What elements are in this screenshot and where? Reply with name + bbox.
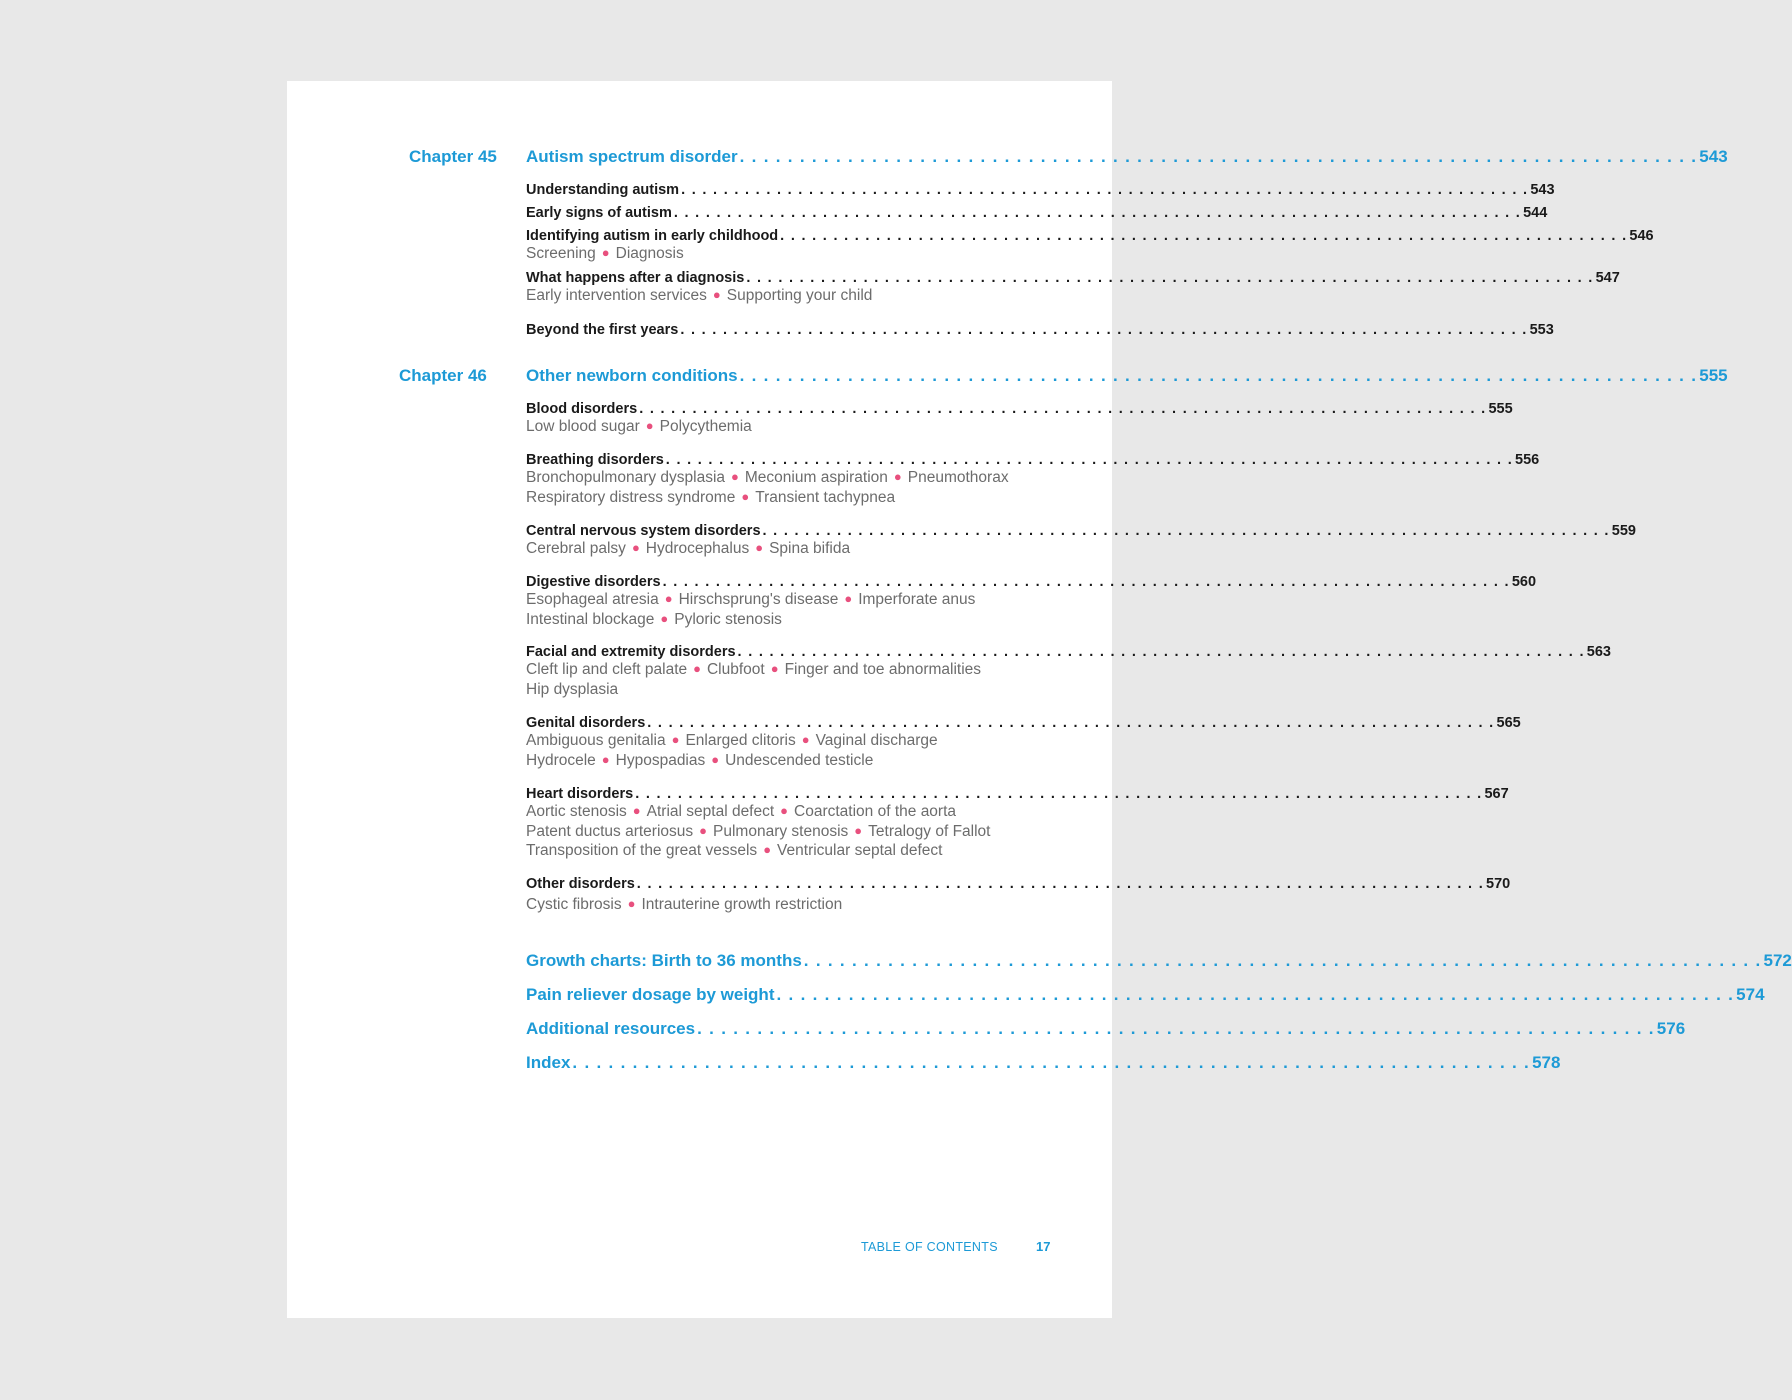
bullet-icon: ●: [755, 540, 764, 555]
leader-dots: . . . . . . . . . . . . . . . . . . . . . . . . . . . . . . . . . . . . . . . . . . . . . . . . . . . . . . . . . . . . . . . . . . . . . . . . . . . . . . . .: [762, 523, 1610, 539]
topic: Hirschsprung's disease: [678, 591, 839, 608]
topic: Cystic fibrosis: [526, 896, 622, 913]
page-number: 567: [1484, 786, 1509, 802]
footer-page-number: 17: [1036, 1239, 1051, 1254]
section-title: Digestive disorders: [526, 574, 661, 590]
page-number: 578: [1532, 1053, 1561, 1072]
leader-dots: . . . . . . . . . . . . . . . . . . . . . . . . . . . . . . . . . . . . . . . . . . . . . . . . . . . . . . . . . . . . . . . . . . . . . . . . . . . . . . . .: [662, 574, 1510, 590]
topic: Patent ductus arteriosus: [526, 822, 694, 840]
bullet-icon: ●: [770, 661, 779, 676]
page-number: 543: [1530, 182, 1555, 198]
footer-label: TABLE OF CONTENTS: [861, 1240, 998, 1254]
topic-line: [526, 751, 1050, 771]
topic: Bronchopulmonary dysplasia: [526, 469, 726, 486]
appendix-entry[interactable]: [526, 985, 1765, 1005]
leader-dots: . . . . . . . . . . . . . . . . . . . . . . . . . . . . . . . . . . . . . . . . . . . . . . . . . . . . . . . . . . . . . . . . . . . . . . . . . . . . . . . .: [697, 1019, 1655, 1038]
bullet-icon: ●: [601, 245, 610, 260]
topic: Pneumothorax: [907, 469, 1009, 486]
topic: Cerebral palsy: [526, 540, 626, 557]
topic: Transient tachypnea: [755, 488, 896, 506]
chapter-46-label: Chapter 46: [399, 366, 487, 385]
appendix-title: Index: [526, 1053, 571, 1072]
appendix-entry[interactable]: [526, 1053, 1561, 1073]
toc-entry[interactable]: [526, 270, 1620, 286]
chapter-45-label: Chapter 45: [409, 147, 497, 166]
page-number: 574: [1736, 985, 1765, 1004]
section-title: Beyond the first years: [526, 322, 679, 338]
section-title: Identifying autism in early childhood: [526, 228, 779, 244]
appendix-title: Growth charts: Birth to 36 months: [526, 951, 802, 970]
page-number: 563: [1586, 644, 1611, 660]
topic: Enlarged clitoris: [685, 732, 796, 749]
topic: Aortic stenosis: [526, 803, 627, 820]
toc-entry[interactable]: [526, 322, 1554, 338]
leader-dots: . . . . . . . . . . . . . . . . . . . . . . . . . . . . . . . . . . . . . . . . . . . . . . . . . . . . . . . . . . . . . . . . . . . . . . . . . . . . . . . .: [803, 951, 1762, 970]
bullet-icon: ●: [601, 751, 610, 767]
bullet-icon: ●: [660, 610, 669, 626]
topic: Atrial septal defect: [646, 803, 775, 820]
topic-line: [526, 680, 1050, 700]
section-title: Other disorders: [526, 876, 635, 892]
page-number: 570: [1486, 876, 1511, 892]
bullet-icon: ●: [741, 488, 750, 504]
topic: Hip dysplasia: [526, 680, 619, 698]
section-title: Early signs of autism: [526, 205, 672, 221]
toc-entry[interactable]: [526, 452, 1540, 468]
topic: Supporting your child: [726, 287, 873, 304]
topic: Intrauterine growth restriction: [641, 896, 843, 913]
toc-entry[interactable]: [526, 715, 1521, 731]
bullet-icon: ●: [780, 803, 789, 818]
leader-dots: . . . . . . . . . . . . . . . . . . . . . . . . . . . . . . . . . . . . . . . . . . . . . . . . . . . . . . . . . . . . . . . . . . . . . . . . . . . . . . . .: [673, 205, 1522, 221]
topic: Early intervention services: [526, 287, 707, 304]
appendix-entry[interactable]: [526, 951, 1792, 971]
topic: Respiratory distress syndrome: [526, 488, 736, 506]
page-number: 559: [1611, 523, 1636, 539]
bullet-icon: ●: [671, 732, 680, 747]
topic: Esophageal atresia: [526, 591, 659, 608]
topic: Hydrocephalus: [645, 540, 750, 557]
topic: Spina bifida: [769, 540, 851, 557]
leader-dots: . . . . . . . . . . . . . . . . . . . . . . . . . . . . . . . . . . . . . . . . . . . . . . . . . . . . . . . . . . . . . . . . . . . . . . . . . . . . . . . .: [635, 786, 1483, 802]
leader-dots: . . . . . . . . . . . . . . . . . . . . . . . . . . . . . . . . . . . . . . . . . . . . . . . . . . . . . . . . . . . . . . . . . . . . . . . . . . . . . . . .: [636, 876, 1485, 892]
topic-line: [526, 244, 1050, 264]
toc-entry[interactable]: [526, 574, 1537, 590]
topic: Clubfoot: [706, 661, 765, 678]
leader-dots: . . . . . . . . . . . . . . . . . . . . . . . . . . . . . . . . . . . . . . . . . . . . . . . . . . . . . . . . . . . . . . . . . . . . . . . . . . . . . . . .: [737, 644, 1585, 660]
toc-page: [287, 81, 1792, 1318]
topic-line: [526, 539, 1050, 559]
topic: Imperforate anus: [858, 591, 976, 608]
bullet-icon: ●: [627, 896, 636, 911]
section-title: Breathing disorders: [526, 452, 664, 468]
bullet-icon: ●: [731, 469, 739, 484]
chapter-46-title-row[interactable]: [526, 366, 1728, 386]
appendix-title: Pain reliever dosage by weight: [526, 985, 775, 1004]
topic: Diagnosis: [615, 245, 684, 262]
topic: Ambiguous genitalia: [526, 732, 666, 749]
topic: Coarctation of the aorta: [794, 803, 957, 820]
bullet-icon: ●: [711, 751, 720, 767]
topic: Low blood sugar: [526, 418, 640, 435]
leader-dots: . . . . . . . . . . . . . . . . . . . . . . . . . . . . . . . . . . . . . . . . . . . . . . . . . . . . . . . . . . . . . . . . . . . . . . . . . . . . . . . .: [572, 1053, 1531, 1072]
topic: Cleft lip and cleft palate: [526, 661, 688, 678]
toc-entry[interactable]: [526, 205, 1548, 221]
section-title: What happens after a diagnosis: [526, 270, 745, 286]
topic-line: [526, 590, 1050, 610]
leader-dots: . . . . . . . . . . . . . . . . . . . . . . . . . . . . . . . . . . . . . . . . . . . . . . . . . . . . . . . . . . . . . . . . . . . . . . . . . . . . . . . .: [681, 182, 1529, 198]
topic: Pyloric stenosis: [674, 610, 782, 628]
page-number: 547: [1595, 270, 1620, 286]
bullet-icon: ●: [801, 732, 810, 747]
bullet-icon: ●: [664, 591, 673, 606]
topic-line: [526, 841, 1050, 861]
topic-line: [526, 417, 1050, 437]
page-number: 560: [1511, 574, 1537, 590]
page-number: 555: [1699, 366, 1728, 385]
topic: Tetralogy of Fallot: [868, 822, 991, 840]
page-number: 543: [1699, 147, 1728, 166]
topic-line: [526, 488, 1050, 508]
bullet-icon: ●: [844, 591, 853, 606]
chapter-45-title-row[interactable]: [526, 147, 1728, 167]
topic: Ventricular septal defect: [777, 842, 943, 859]
chapter-title: Autism spectrum disorder: [526, 147, 738, 166]
leader-dots: . . . . . . . . . . . . . . . . . . . . . . . . . . . . . . . . . . . . . . . . . . . . . . . . . . . . . . . . . . . . . . . . . . . . . . . . . . . . . . . .: [665, 452, 1514, 468]
leader-dots: . . . . . . . . . . . . . . . . . . . . . . . . . . . . . . . . . . . . . . . . . . . . . . . . . . . . . . . . . . . . . . . . . . . . . . . . . . . . . . . .: [647, 715, 1495, 731]
toc-entry[interactable]: [526, 228, 1654, 244]
page-number: 576: [1656, 1019, 1686, 1038]
section-title: Blood disorders: [526, 401, 638, 417]
chapter-title: Other newborn conditions: [526, 366, 738, 385]
bullet-icon: ●: [632, 803, 641, 818]
leader-dots: . . . . . . . . . . . . . . . . . . . . . . . . . . . . . . . . . . . . . . . . . . . . . . . . . . . . . . . . . . . . . . . . . . . . . . . . . . . . . . . .: [639, 401, 1487, 417]
bullet-icon: ●: [699, 822, 708, 838]
leader-dots: . . . . . . . . . . . . . . . . . . . . . . . . . . . . . . . . . . . . . . . . . . . . . . . . . . . . . . . . . . . . . . . . . . . . . . . . . . . . . . . .: [780, 228, 1628, 244]
bullet-icon: ●: [693, 661, 701, 676]
bullet-icon: ●: [893, 469, 902, 484]
leader-dots: . . . . . . . . . . . . . . . . . . . . . . . . . . . . . . . . . . . . . . . . . . . . . . . . . . . . . . . . . . . . . . . . . . . . . . . . . . . . . . . .: [739, 366, 1698, 385]
page-number: 553: [1529, 322, 1554, 338]
toc-entry[interactable]: [526, 876, 1511, 892]
section-title: Understanding autism: [526, 182, 680, 198]
topic: Hypospadias: [615, 751, 706, 769]
topic: Screening: [526, 245, 596, 262]
topic-line: [526, 822, 1050, 842]
page-number: 555: [1488, 401, 1513, 417]
topic-line: [526, 802, 1050, 822]
page-number: 546: [1629, 228, 1654, 244]
topic: Undescended testicle: [725, 751, 874, 769]
leader-dots: . . . . . . . . . . . . . . . . . . . . . . . . . . . . . . . . . . . . . . . . . . . . . . . . . . . . . . . . . . . . . . . . . . . . . . . . . . . . . . . .: [776, 985, 1735, 1004]
bullet-icon: ●: [645, 418, 654, 433]
leader-dots: . . . . . . . . . . . . . . . . . . . . . . . . . . . . . . . . . . . . . . . . . . . . . . . . . . . . . . . . . . . . . . . . . . . . . . . . . . . . . . . .: [680, 322, 1528, 338]
page-number: 572: [1763, 951, 1792, 970]
toc-entry[interactable]: [526, 401, 1513, 417]
toc-entry[interactable]: [526, 182, 1555, 198]
section-title: Genital disorders: [526, 715, 646, 731]
bullet-icon: ●: [854, 822, 863, 838]
topic: Transposition of the great vessels: [526, 842, 758, 859]
topic-line: [526, 286, 1050, 306]
bullet-icon: ●: [763, 842, 772, 857]
topic: Polycythemia: [659, 418, 752, 435]
toc-entry[interactable]: [526, 644, 1611, 660]
bullet-icon: ●: [631, 540, 640, 555]
chapter-45-block: [526, 147, 1728, 167]
topic-line: [526, 610, 1050, 630]
topic-line: [526, 660, 1050, 680]
leader-dots: . . . . . . . . . . . . . . . . . . . . . . . . . . . . . . . . . . . . . . . . . . . . . . . . . . . . . . . . . . . . . . . . . . . . . . . . . . . . . . . .: [739, 147, 1698, 166]
topic-line: [526, 468, 1050, 488]
page-number: 565: [1496, 715, 1521, 731]
topic: Hydrocele: [526, 751, 596, 769]
page-number: 544: [1523, 205, 1548, 221]
section-title: Facial and extremity disorders: [526, 644, 736, 660]
topic: Pulmonary stenosis: [713, 822, 849, 840]
section-title: Central nervous system disorders: [526, 523, 761, 539]
bullet-icon: ●: [712, 287, 721, 302]
leader-dots: . . . . . . . . . . . . . . . . . . . . . . . . . . . . . . . . . . . . . . . . . . . . . . . . . . . . . . . . . . . . . . . . . . . . . . . . . . . . . . . .: [746, 270, 1594, 286]
topic: Intestinal blockage: [526, 610, 655, 628]
appendix-entry[interactable]: [526, 1019, 1686, 1039]
topic-line: [526, 895, 1050, 915]
page-number: 556: [1515, 452, 1540, 468]
section-title: Heart disorders: [526, 786, 634, 802]
toc-entry[interactable]: [526, 786, 1509, 802]
topic: Finger and toe abnormalities: [784, 661, 982, 678]
topic: Vaginal discharge: [815, 732, 938, 749]
appendix-title: Additional resources: [526, 1019, 696, 1038]
topic: Meconium aspiration: [744, 469, 888, 486]
toc-entry[interactable]: [526, 523, 1636, 539]
topic-line: [526, 731, 1050, 751]
